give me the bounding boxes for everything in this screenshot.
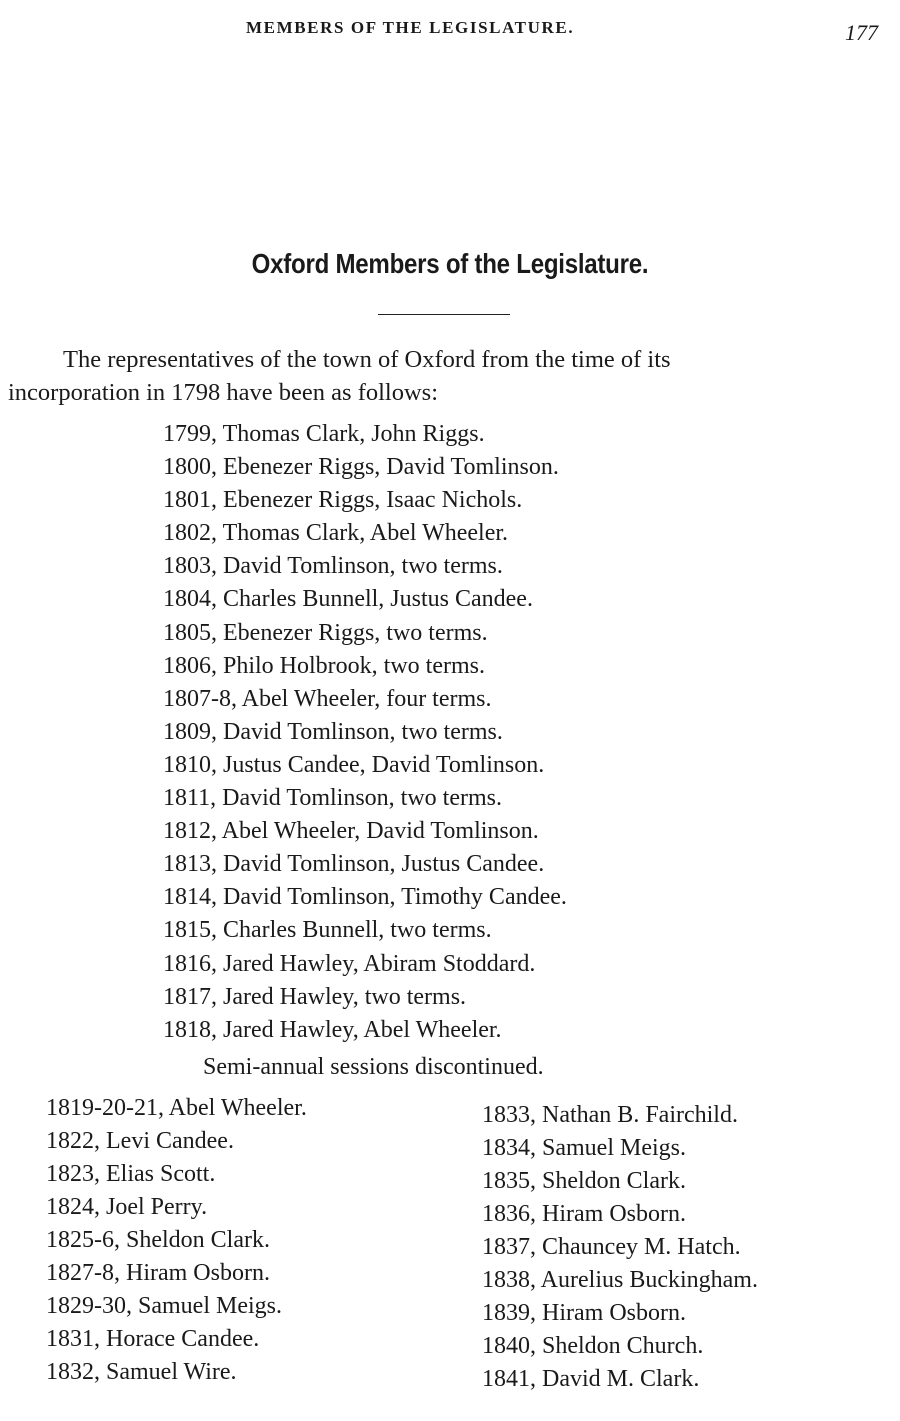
list-item: 1838, Aurelius Buckingham. <box>482 1267 758 1293</box>
representatives-list-right-column <box>482 1099 758 1396</box>
list-item: 1799, Thomas Clark, John Riggs. <box>163 421 485 447</box>
sessions-note: Semi-annual sessions discontinued. <box>203 1054 544 1080</box>
list-item: 1815, Charles Bunnell, two terms. <box>163 917 492 944</box>
running-head: MEMBERS OF THE LEGISLATURE. <box>246 18 575 37</box>
list-item: 1805, Ebenezer Riggs, two terms. <box>163 619 488 646</box>
list-item: 1807-8, Abel Wheeler, four terms. <box>163 685 492 712</box>
list-item: 1836, Hiram Osborn. <box>482 1201 686 1227</box>
list-item: 1839, Hiram Osborn. <box>482 1300 686 1326</box>
intro-line-2: incorporation in 1798 have been as follows: <box>8 379 439 406</box>
intro-paragraph <box>8 343 883 409</box>
list-item: 1841, David M. Clark. <box>482 1366 700 1392</box>
list-item: 1818, Jared Hawley, Abel Wheeler. <box>163 1016 502 1043</box>
list-item: 1803, David Tomlinson, two terms. <box>163 553 503 580</box>
list-item: 1804, Charles Bunnell, Justus Candee. <box>163 586 533 613</box>
list-item: 1819-20-21, Abel Wheeler. <box>46 1095 307 1121</box>
list-item: 1811, David Tomlinson, two terms. <box>163 785 502 812</box>
list-item: 1822, Levi Candee. <box>46 1128 234 1154</box>
list-item: 1810, Justus Candee, David Tomlinson. <box>163 751 545 778</box>
list-item: 1827-8, Hiram Osborn. <box>46 1260 270 1286</box>
list-item: 1817, Jared Hawley, two terms. <box>163 983 467 1010</box>
list-item: 1812, Abel Wheeler, David Tomlinson. <box>163 818 539 845</box>
list-item: 1800, Ebenezer Riggs, David Tomlinson. <box>163 454 559 481</box>
list-item: 1809, David Tomlinson, two terms. <box>163 718 503 745</box>
intro-line-1: The representatives of the town of Oxford from the time of its <box>63 346 671 373</box>
list-item: 1824, Joel Perry. <box>46 1194 208 1220</box>
list-item: 1814, David Tomlinson, Timothy Candee. <box>163 884 567 911</box>
list-item: 1823, Elias Scott. <box>46 1161 216 1187</box>
page-number: 177 <box>845 20 878 45</box>
list-item: 1813, David Tomlinson, Justus Candee. <box>163 851 545 878</box>
representatives-list-left-column <box>46 1092 307 1389</box>
list-item: 1832, Samuel Wire. <box>46 1359 237 1385</box>
title-rule <box>378 314 510 315</box>
representatives-list-early <box>163 418 567 1047</box>
section-title: Oxford Members of the Legislature. <box>251 248 649 279</box>
list-item: 1825-6, Sheldon Clark. <box>46 1227 270 1253</box>
list-item: 1835, Sheldon Clark. <box>482 1168 686 1194</box>
list-item: 1802, Thomas Clark, Abel Wheeler. <box>163 520 509 547</box>
list-item: 1816, Jared Hawley, Abiram Stoddard. <box>163 950 536 977</box>
list-item: 1831, Horace Candee. <box>46 1326 260 1352</box>
list-item: 1840, Sheldon Church. <box>482 1333 704 1359</box>
list-item: 1829-30, Samuel Meigs. <box>46 1293 282 1319</box>
list-item: 1833, Nathan B. Fairchild. <box>482 1102 738 1128</box>
list-item: 1806, Philo Holbrook, two terms. <box>163 652 485 679</box>
list-item: 1837, Chauncey M. Hatch. <box>482 1234 741 1260</box>
list-item: 1801, Ebenezer Riggs, Isaac Nichols. <box>163 487 523 514</box>
list-item: 1834, Samuel Meigs. <box>482 1135 686 1161</box>
